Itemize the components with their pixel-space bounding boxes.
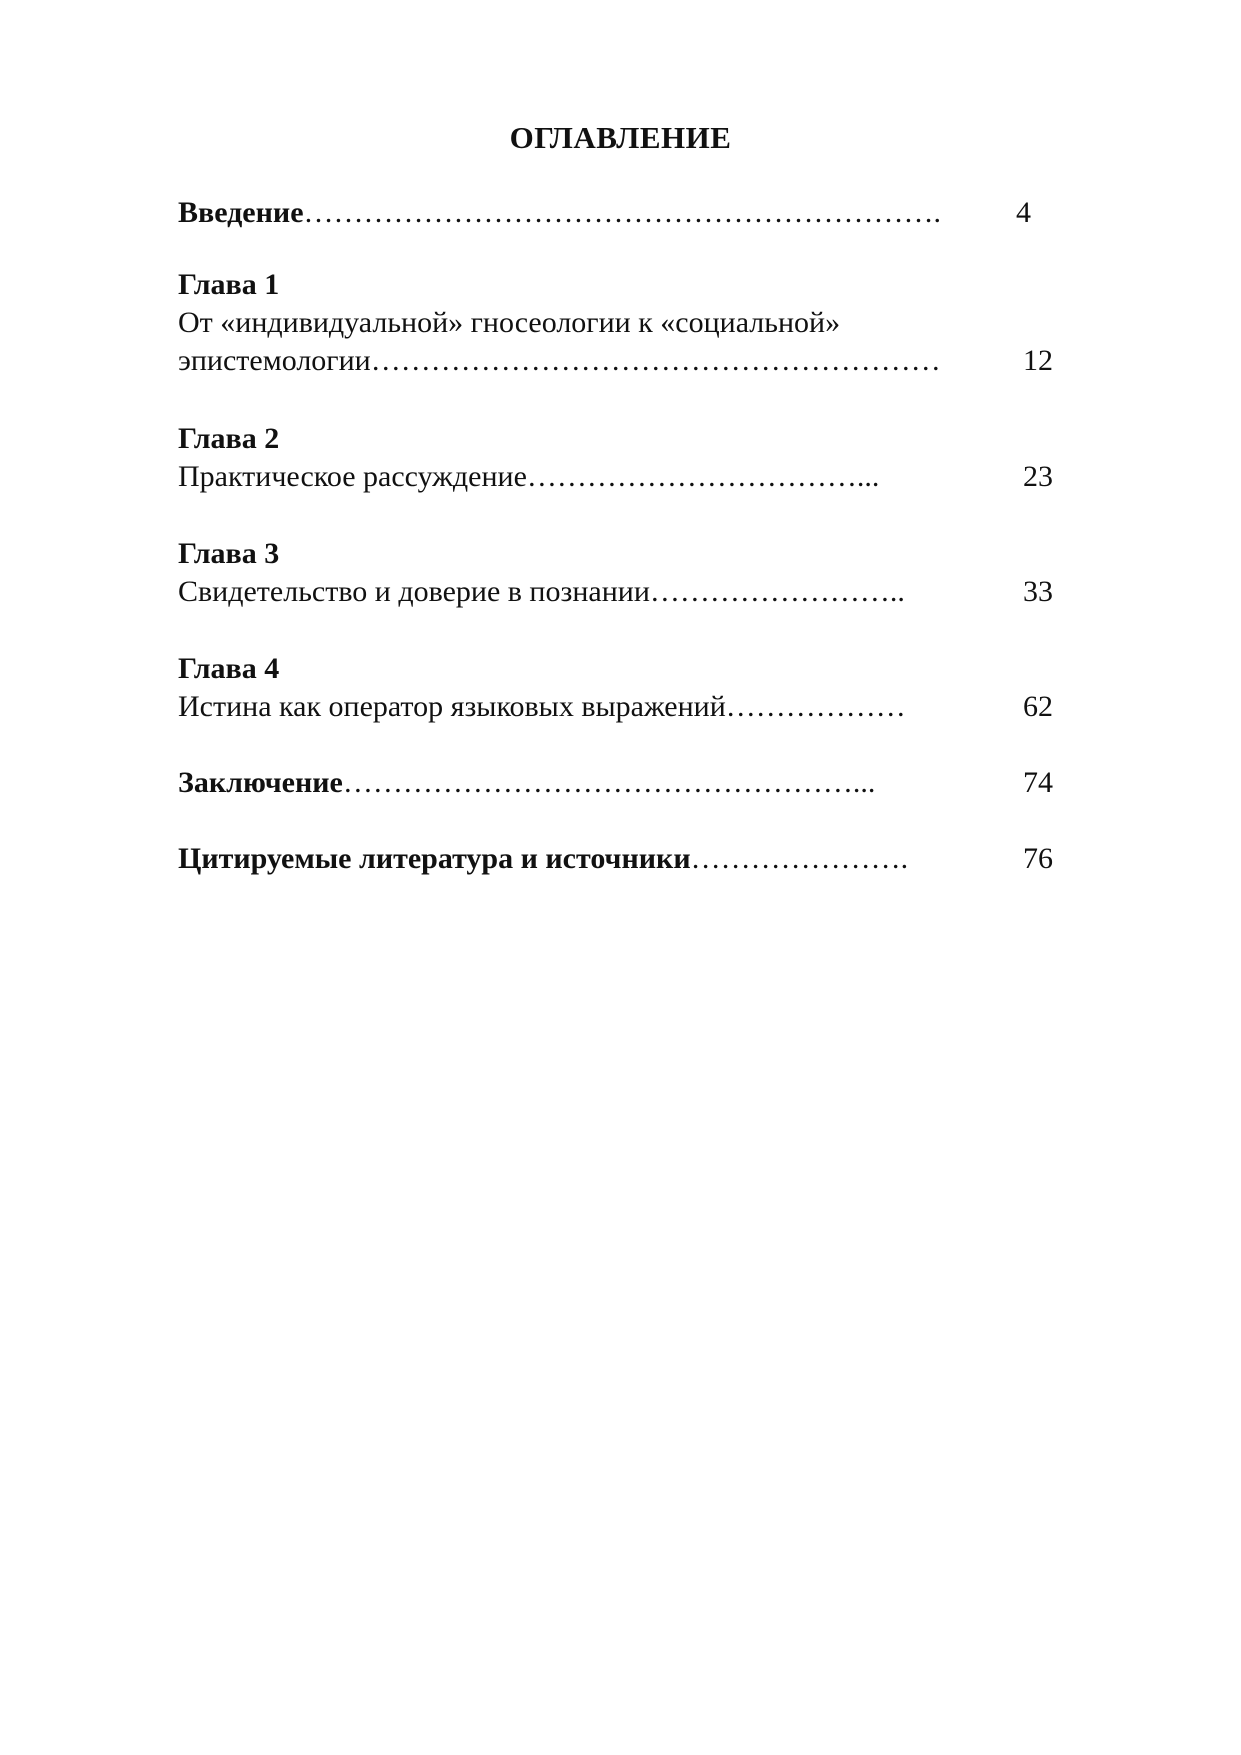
chapter-title-line: От «индивидуальной» гносеологии к «социальной» (178, 306, 841, 339)
dot-leader: …………………. (690, 842, 909, 875)
page-number: 62 (1023, 690, 1053, 723)
toc-row-references (178, 840, 1053, 878)
toc-entry-conclusion (178, 764, 1053, 802)
toc-row-intro (178, 194, 1053, 232)
page-number: 76 (1023, 842, 1053, 875)
toc-entry-label: эпистемологии (178, 344, 371, 377)
dot-leader: ……………………………... (526, 460, 880, 493)
dot-leader: ………………………………………………………. (303, 196, 942, 229)
toc-entry-intro (178, 194, 1053, 232)
toc-row-chapter-2 (178, 458, 1053, 496)
chapter-heading: Глава 4 (178, 652, 280, 685)
page-number: 23 (1023, 460, 1053, 493)
toc-entry-label: Цитируемые литература и источники (178, 842, 691, 875)
toc-row-conclusion (178, 764, 1053, 802)
toc-entry-label: Заключение (178, 766, 343, 799)
dot-leader: …………………….. (649, 575, 905, 608)
dot-leader: ……………………………………………... (342, 766, 876, 799)
toc-row-chapter-4 (178, 688, 1053, 726)
toc-entry-chapter-2 (178, 420, 1053, 496)
dot-leader: ………………………………………………… (370, 344, 941, 377)
chapter-heading: Глава 1 (178, 268, 280, 301)
toc-entry-label: Практическое рассуждение (178, 460, 527, 493)
page-number: 4 (1016, 196, 1031, 229)
toc-entry-chapter-1 (178, 266, 1053, 380)
toc-entry-references (178, 840, 1053, 878)
page-number: 12 (1023, 344, 1053, 377)
page-number: 74 (1023, 766, 1053, 799)
page-number: 33 (1023, 575, 1053, 608)
toc-entry-chapter-4 (178, 650, 1053, 726)
chapter-heading: Глава 3 (178, 537, 280, 570)
toc-row-chapter-1 (178, 342, 1053, 380)
chapter-heading: Глава 2 (178, 422, 280, 455)
toc-entry-label: Введение (178, 196, 304, 229)
toc-entry-chapter-3 (178, 535, 1053, 611)
toc-title: ОГЛАВЛЕНИЕ (509, 120, 732, 155)
toc-row-chapter-3 (178, 573, 1053, 611)
toc-entry-label: Свидетельство и доверие в познании (178, 575, 650, 608)
toc-entry-label: Истина как оператор языковых выражений (178, 690, 726, 723)
dot-leader: ……………… (725, 690, 906, 723)
